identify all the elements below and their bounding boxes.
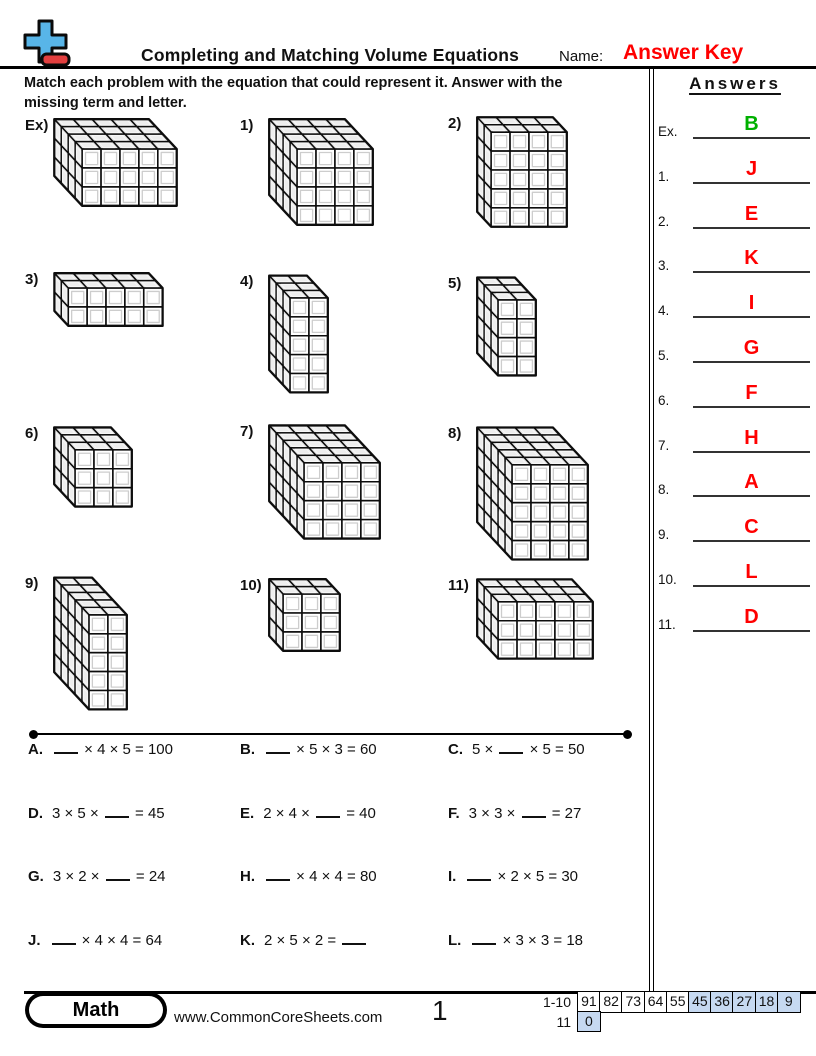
figure-problem (240, 117, 375, 227)
figure-problem (25, 117, 179, 208)
equation-letter: B. (240, 741, 255, 758)
equation-blank (472, 930, 496, 945)
answer-letter: E (744, 202, 759, 225)
score-cell: 27 (732, 991, 756, 1013)
answer-row-number: 7. (658, 437, 670, 453)
unit-cube-prism (267, 577, 342, 653)
score-cell: 45 (688, 991, 712, 1013)
answer-blank-line (693, 271, 810, 273)
answer-blank-line (693, 316, 810, 318)
subject-badge-label: Math (29, 996, 163, 1024)
score-cell: 9 (777, 991, 801, 1013)
answer-letter: J (745, 157, 758, 180)
figure-problem (240, 577, 342, 653)
equation-letter: J. (28, 932, 41, 949)
equation-text: 2 × 5 × 2 = (264, 932, 341, 949)
equation-blank (342, 930, 366, 945)
answer-letter: C (744, 516, 759, 539)
answer-row-number: 3. (658, 258, 670, 274)
answer-row (653, 154, 816, 184)
equation-item (28, 739, 173, 758)
figure-label: 7) (240, 423, 254, 440)
equation-blank (105, 803, 129, 818)
figure-problem (25, 271, 165, 328)
figure-label: Ex) (25, 117, 49, 134)
equation-item (28, 930, 162, 949)
equation-text: × 3 × 3 = 18 (498, 932, 583, 949)
unit-cube-prism (267, 423, 382, 541)
equation-text: 3 × 2 × (52, 868, 104, 885)
figure-label: 8) (448, 425, 462, 442)
equation-text: 2 × 4 × (263, 805, 315, 822)
figure-problem (240, 273, 330, 395)
figure-problem (448, 275, 538, 378)
equation-letter: D. (28, 805, 43, 822)
unit-cube-prism (475, 115, 569, 229)
answer-row-number: 8. (658, 482, 670, 498)
answer-row (653, 602, 816, 632)
equation-letter: I. (448, 868, 457, 885)
figure-label: 1) (240, 117, 254, 134)
unit-cube-prism (52, 271, 165, 328)
answer-letter: D (744, 605, 759, 628)
equation-blank (54, 739, 78, 754)
answer-row (653, 557, 816, 587)
answer-row-number: 5. (658, 348, 670, 363)
figure-label: 2) (448, 115, 462, 132)
score-cell: 55 (666, 991, 690, 1013)
equation-letter: H. (240, 868, 255, 885)
figure-label: 6) (25, 425, 39, 442)
equation-text: 3 × 5 × (52, 805, 103, 822)
unit-cube-prism (267, 117, 375, 227)
equation-letter: E. (240, 805, 255, 822)
divider-dot-left (29, 730, 38, 739)
equation-item (28, 803, 165, 822)
figure-problem (25, 425, 134, 509)
answer-key-label: Answer Key (623, 41, 744, 64)
equation-text: = 27 (547, 805, 582, 822)
answer-row (653, 423, 816, 453)
unit-cube-prism (52, 575, 129, 712)
answers-panel (653, 0, 816, 1000)
score-cell: 18 (755, 991, 779, 1013)
equation-blank (499, 739, 523, 754)
answer-blank-line (693, 585, 810, 587)
answer-blank-line (693, 182, 810, 184)
unit-cube-prism (267, 273, 330, 395)
answer-letter: H (744, 426, 759, 449)
page-number: 1 (432, 995, 448, 1026)
equation-item (448, 930, 583, 949)
unit-cube-prism (475, 425, 590, 562)
equation-letter: F. (448, 805, 460, 822)
answer-blank-line (693, 406, 810, 408)
answer-letter: K (744, 247, 759, 270)
score-grid-row1 (577, 991, 801, 1013)
figure-problem (448, 425, 590, 562)
score-cell: 36 (710, 991, 734, 1013)
unit-cube-prism (52, 117, 179, 208)
figure-label: 11) (448, 577, 469, 594)
answer-row-number: 9. (658, 527, 670, 543)
equation-text: × 2 × 5 = 30 (493, 868, 578, 885)
answer-blank-line (693, 227, 810, 229)
subject-badge (25, 992, 167, 1028)
answer-row (653, 288, 816, 318)
unit-cube-prism (475, 275, 538, 378)
equation-text: × 4 × 4 = 64 (77, 932, 163, 949)
answer-letter: B (744, 113, 759, 135)
answer-blank-line (693, 361, 810, 363)
equation-item (448, 739, 585, 758)
equation-blank (266, 866, 290, 881)
score-cell: 64 (644, 991, 668, 1013)
answer-letter: F (745, 381, 758, 404)
website-url: www.CommonCoreSheets.com (174, 1009, 383, 1026)
equation-text: = 45 (130, 805, 165, 822)
equation-text: 3 × 3 × (468, 805, 520, 822)
figure-label: 3) (25, 271, 39, 288)
equation-letter: K. (240, 932, 255, 949)
answer-row (653, 333, 816, 363)
score-grid-row1-label: 1-10 (542, 994, 571, 1010)
worksheet-title: Completing and Matching Volume Equations (141, 45, 520, 65)
equation-text: = 24 (131, 868, 166, 885)
figure-problem (448, 577, 595, 661)
divider-dot-right (623, 730, 632, 739)
figure-label: 10) (240, 577, 262, 594)
equation-letter: L. (448, 932, 462, 949)
instructions-line2: missing term and letter. (24, 95, 187, 111)
score-cell: 73 (621, 991, 645, 1013)
answer-blank-line (693, 540, 810, 542)
figure-problem (25, 575, 129, 712)
equation-text: × 5 = 50 (525, 741, 585, 758)
equation-text: = 40 (342, 805, 376, 822)
equation-blank (316, 803, 340, 818)
figure-label: 4) (240, 273, 254, 290)
answer-row (653, 243, 816, 273)
unit-cube-prism (52, 425, 134, 509)
equation-blank (52, 930, 76, 945)
answer-row (653, 378, 816, 408)
answer-blank-line (693, 630, 810, 632)
answer-row-number: 2. (658, 213, 670, 229)
answer-row (653, 199, 816, 229)
equation-item (448, 866, 578, 885)
equation-blank (266, 739, 290, 754)
instructions-line1: Match each problem with the equation that could represent it. Answer with the (24, 75, 563, 91)
answer-letter: G (743, 337, 760, 359)
equation-item (240, 739, 377, 758)
equation-item (240, 866, 377, 885)
figure-problem (448, 115, 569, 229)
equation-item (28, 866, 166, 885)
answer-row-number: 10. (658, 572, 677, 587)
score-grid-row2-label: 11 (556, 1014, 571, 1030)
name-label: Name: (559, 48, 604, 65)
unit-cube-prism (475, 577, 595, 661)
answer-row-number: 1. (658, 168, 670, 184)
equation-letter: A. (28, 741, 43, 758)
equation-text: × 5 × 3 = 60 (292, 741, 377, 758)
logo-minus-shape (42, 54, 69, 65)
equation-item (240, 803, 376, 822)
answer-row-number: Ex. (658, 124, 678, 139)
score-cell: 91 (577, 991, 601, 1013)
answers-title: Answers (689, 74, 781, 93)
instructions (24, 73, 634, 113)
answer-letter: I (748, 292, 755, 315)
answer-letter: A (744, 471, 759, 494)
equation-blank (467, 866, 491, 881)
answer-letter: L (745, 561, 758, 583)
answer-row-number: 6. (658, 392, 670, 408)
answer-row (653, 467, 816, 497)
equations-divider (33, 733, 628, 735)
answer-blank-line (693, 137, 810, 139)
equation-letter: G. (28, 868, 44, 885)
score-cell: 0 (577, 1011, 601, 1033)
equation-blank (522, 803, 546, 818)
figure-problem (240, 423, 382, 541)
score-grid-row2 (577, 1011, 601, 1033)
answer-row (653, 512, 816, 542)
equation-text: × 4 × 4 = 80 (292, 868, 377, 885)
answer-row (653, 109, 816, 139)
answer-row-number: 4. (658, 303, 670, 319)
answer-blank-line (693, 495, 810, 497)
answer-blank-line (693, 451, 810, 453)
equation-letter: C. (448, 741, 463, 758)
answer-row-number: 11. (658, 616, 676, 632)
equation-text: × 4 × 5 = 100 (80, 741, 173, 758)
equation-text: 5 × (472, 741, 498, 758)
figure-label: 9) (25, 575, 39, 592)
score-cell: 82 (599, 991, 623, 1013)
equation-item (448, 803, 581, 822)
equation-item (240, 930, 368, 949)
figure-label: 5) (448, 275, 462, 292)
plus-minus-logo-icon (21, 18, 73, 70)
equation-blank (106, 866, 130, 881)
